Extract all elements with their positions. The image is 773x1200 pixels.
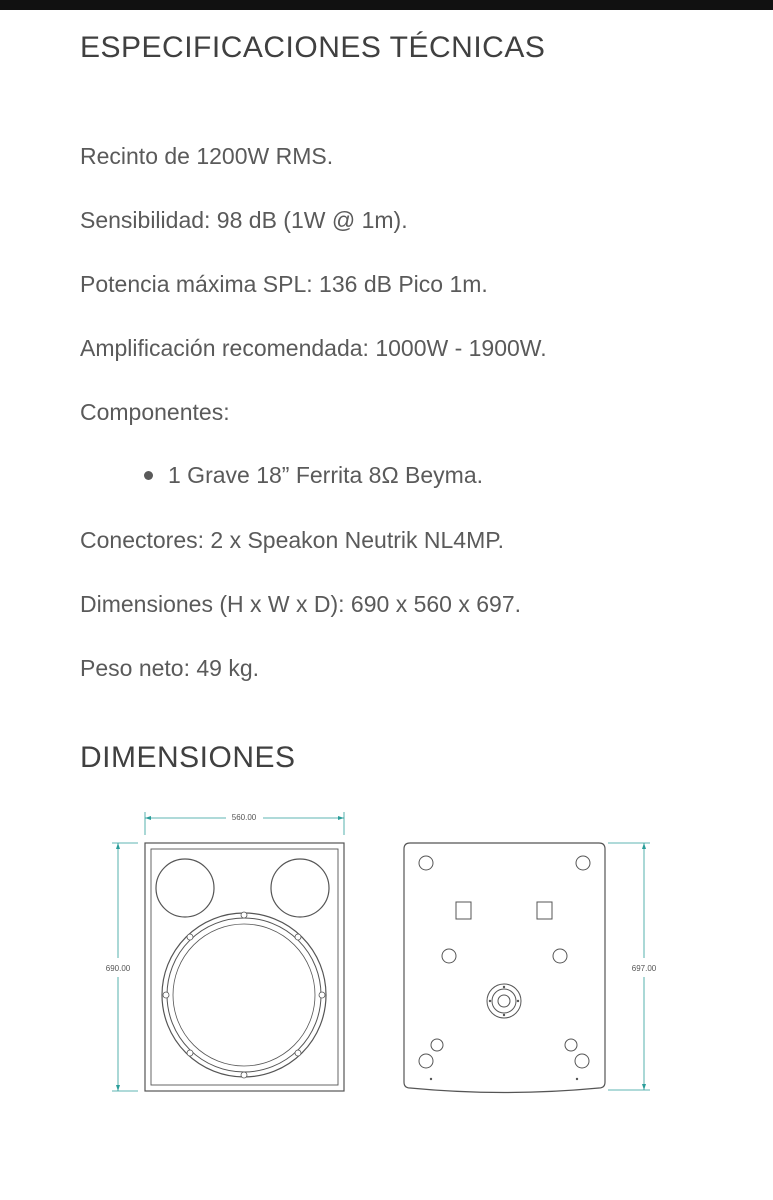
spec-item-components: Componentes: [80, 399, 230, 425]
width-dimension-label: 560.00 [231, 813, 257, 822]
height-dimension-label: 690.00 [105, 964, 131, 973]
dimensions-heading: DIMENSIONES [80, 741, 296, 774]
spec-item-amplification: Amplificación recomendada: 1000W - 1900W. [80, 335, 547, 361]
spec-item-rms: Recinto de 1200W RMS. [80, 143, 334, 169]
top-bar [0, 0, 773, 10]
spec-item-sensitivity: Sensibilidad: 98 dB (1W @ 1m). [80, 207, 408, 233]
component-woofer: 1 Grave 18” Ferrita 8Ω Beyma. [168, 462, 484, 488]
spec-item-weight: Peso neto: 49 kg. [80, 655, 260, 681]
depth-dimension-label: 697.00 [631, 964, 657, 973]
bullet-icon [144, 471, 153, 480]
spec-item-connectors: Conectores: 2 x Speakon Neutrik NL4MP. [80, 527, 505, 553]
component-list-item [144, 462, 483, 489]
spec-item-max-spl: Potencia máxima SPL: 136 dB Pico 1m. [80, 271, 488, 297]
dimension-drawing [98, 805, 668, 1105]
rear-view-drawing [404, 843, 657, 1093]
specs-heading: ESPECIFICACIONES TÉCNICAS [80, 31, 546, 64]
front-view-drawing [106, 812, 344, 1091]
spec-item-dimensions: Dimensiones (H x W x D): 690 x 560 x 697. [80, 591, 521, 617]
